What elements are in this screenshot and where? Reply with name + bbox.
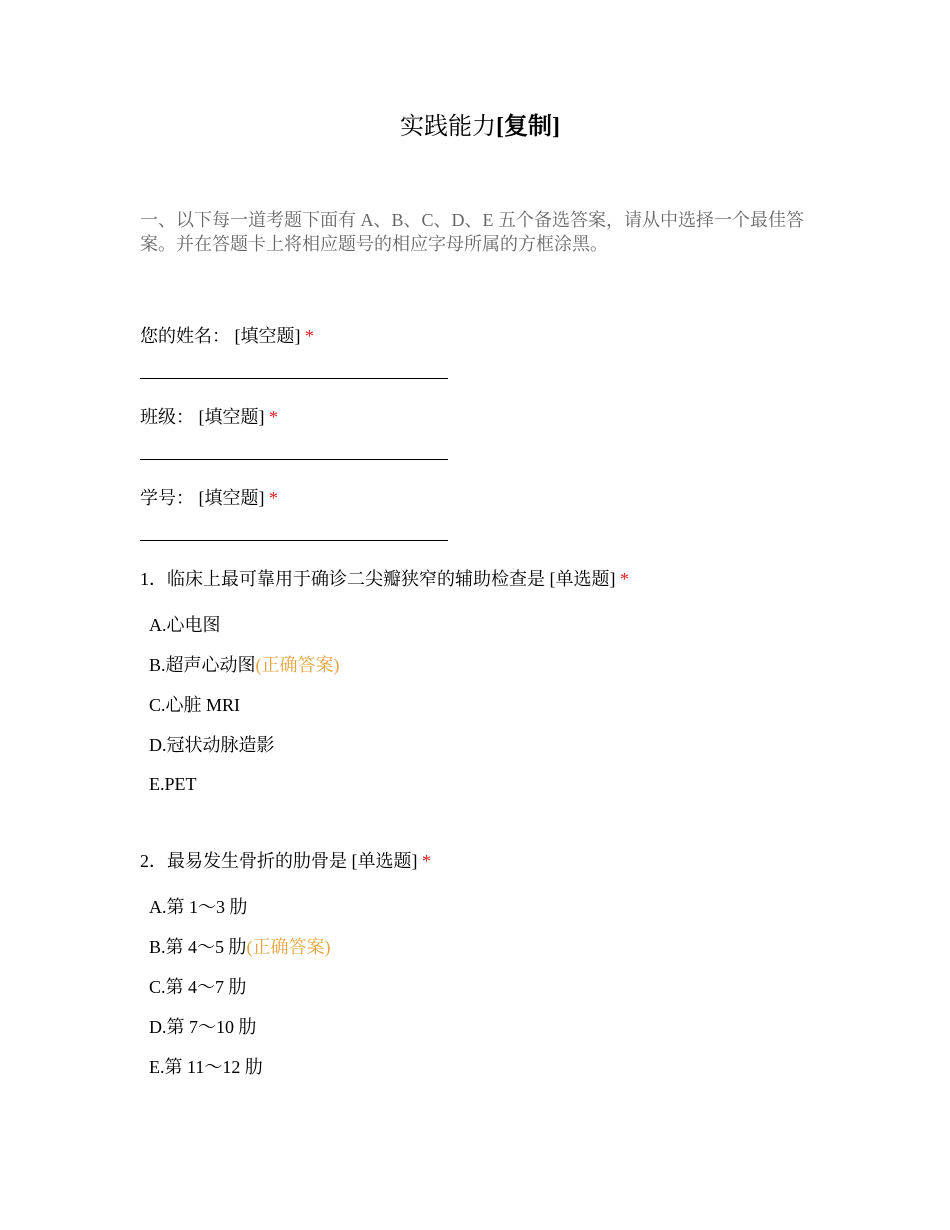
field-student-id-label <box>140 486 278 510</box>
q2-option-d[interactable] <box>149 1015 257 1039</box>
name-input-line[interactable] <box>140 378 448 379</box>
field-name-type: [填空题] <box>234 326 301 346</box>
page-title <box>0 112 950 142</box>
q1-option-b[interactable] <box>149 653 340 677</box>
required-mark: * <box>269 407 278 427</box>
q1-option-d[interactable] <box>149 733 275 757</box>
option-label: A.第 1～3 肋 <box>149 897 248 917</box>
question-number: 2． <box>140 851 167 871</box>
q1-option-a[interactable] <box>149 613 221 637</box>
field-student-id-type: [填空题] <box>198 488 265 508</box>
field-class-label <box>140 405 278 429</box>
option-label: A.心电图 <box>149 615 221 635</box>
field-class-text: 班级： <box>140 407 194 427</box>
q2-option-a[interactable] <box>149 895 248 919</box>
student-id-input-line[interactable] <box>140 540 448 541</box>
field-student-id-text: 学号： <box>140 488 194 508</box>
required-mark: * <box>620 569 629 589</box>
field-name-label <box>140 324 314 348</box>
option-label: D.冠状动脉造影 <box>149 735 275 755</box>
q1-option-c[interactable] <box>149 693 240 717</box>
option-label: B.第 4～5 肋 <box>149 937 247 957</box>
class-input-line[interactable] <box>140 459 448 460</box>
required-mark: * <box>422 851 431 871</box>
q2-option-c[interactable] <box>149 975 247 999</box>
option-label: E.PET <box>149 774 197 794</box>
question-type: [单选题] <box>549 569 616 589</box>
option-label: E.第 11～12 肋 <box>149 1057 263 1077</box>
instructions-text: 一、以下每一道考题下面有 A、B、C、D、E 五个备选答案，请从中选择一个最佳答案。并在答题卡上将相应题号的相应字母所属的方框涂黑。 <box>140 210 805 254</box>
question-text: 临床上最可靠用于确诊二尖瓣狭窄的辅助检查是 <box>167 569 545 589</box>
required-mark: * <box>305 326 314 346</box>
option-label: D.第 7～10 肋 <box>149 1017 257 1037</box>
option-label: C.第 4～7 肋 <box>149 977 247 997</box>
field-name-text: 您的姓名： <box>140 326 230 346</box>
question-text: 最易发生骨折的肋骨是 <box>167 851 347 871</box>
q2-option-b[interactable] <box>149 935 331 959</box>
option-label: C.心脏 MRI <box>149 695 241 715</box>
correct-answer-tag: (正确答案) <box>255 655 340 675</box>
field-class-type: [填空题] <box>198 407 265 427</box>
question-1-heading <box>140 567 629 591</box>
correct-answer-tag: (正确答案) <box>246 937 331 957</box>
title-suffix: [复制] <box>496 114 560 140</box>
question-number: 1． <box>140 569 167 589</box>
required-mark: * <box>269 488 278 508</box>
q2-option-e[interactable] <box>149 1055 263 1079</box>
question-2-heading <box>140 849 431 873</box>
title-main: 实践能力 <box>400 114 496 140</box>
option-label: B.超声心动图 <box>149 655 256 675</box>
question-type: [单选题] <box>351 851 418 871</box>
q1-option-e[interactable] <box>149 772 197 796</box>
